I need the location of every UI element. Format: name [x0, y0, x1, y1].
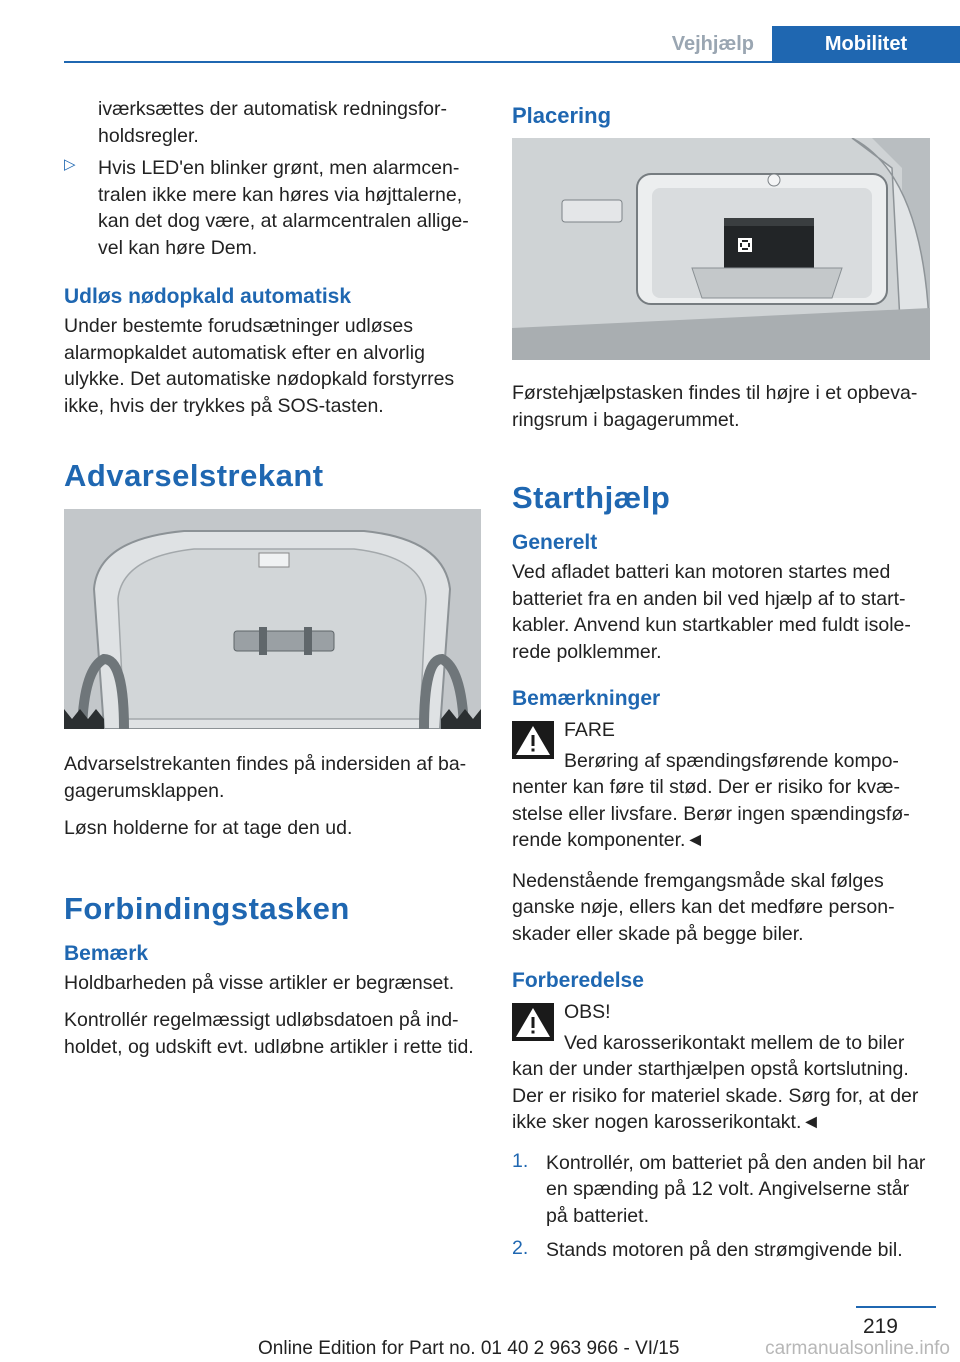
paragraph-note-2: Kontrollér regelmæssigt udløbsdatoen på ind-holdet, og udskift evt. udløbne artikler i rette tid.	[64, 1009, 474, 1058]
heading-warning-triangle: Advarselstrekant	[64, 458, 324, 493]
paragraph-procedure: Nedenstående fremgangsmåde skal følges ganske nøje, ellers kan det medføre person-skader eller skade på begge biler.	[512, 869, 895, 945]
caution-warning	[512, 999, 930, 1026]
heading-jump-start: Starthjælp	[512, 480, 671, 515]
header-rule	[64, 61, 960, 63]
warning-text-caution: Ved karosserikontakt mellem de to biler kan der under starthjælpen opstå kortslutning. Der er risiko for materiel skade. Sørg for, at der ikke sker nogen karosserikontakt.◄	[512, 1031, 919, 1133]
page-number: 219	[862, 1315, 898, 1338]
step-text: Kontrollér, om batteriet på den anden bil har en spænding på 12 volt. Angivelserne står på batteriet.	[546, 1151, 926, 1227]
warning-triangle-icon	[512, 721, 554, 759]
triangle-bullet-icon: ▷	[64, 156, 76, 173]
right-column	[512, 96, 930, 1279]
left-column	[64, 96, 481, 1071]
warning-text-danger: Berøring af spændingsførende kompo-nenter kan føre til stød. Der er risiko for kvæ-stelse eller livsfare. Berør ingen spændingsfø-rende komponenter.◄	[512, 749, 910, 851]
paragraph-continuation: iværksættes der automatisk redningsfor-holdsregler.	[98, 98, 447, 147]
header-tabs	[654, 26, 960, 62]
tab-mobilitet[interactable]: Mobilitet	[772, 26, 960, 62]
trunk-lid-illustration	[64, 509, 481, 729]
bullet-item	[64, 155, 481, 261]
heading-remarks: Bemærkninger	[512, 687, 661, 710]
step-number: 2.	[512, 1237, 529, 1259]
footer-rule	[856, 1306, 936, 1308]
step-text: Stands motoren på den strømgivende bil.	[546, 1239, 903, 1261]
heading-first-aid-kit: Forbindingstasken	[64, 890, 350, 926]
heading-placement: Placering	[512, 103, 612, 128]
paragraph-triangle-remove: Løsn holderne for at tage den ud.	[64, 817, 353, 839]
heading-auto-emergency-call: Udløs nødopkald automatisk	[64, 285, 352, 308]
warning-title-danger: FARE	[564, 719, 615, 741]
first-aid-storage-illustration	[512, 138, 930, 360]
paragraph-note-1: Holdbarheden på visse artikler er begrænset.	[64, 971, 455, 994]
warning-title-caution: OBS!	[564, 1001, 611, 1023]
heading-general: Generelt	[512, 531, 598, 554]
step-number: 1.	[512, 1149, 529, 1172]
danger-warning	[512, 717, 930, 744]
paragraph-placement: Førstehjælpstasken findes til højre i et opbeva-ringsrum i bagagerummet.	[512, 382, 918, 431]
step-item-1	[512, 1150, 930, 1230]
trunk-lid-image	[64, 509, 481, 729]
bullet-text: Hvis LED'en blinker grønt, men alarmcen-tralen ikke mere kan høres via højttalerne, kan det dog være, at alarmcentralen allige-vel kan høre Dem.	[98, 157, 469, 259]
heading-note: Bemærk	[64, 941, 149, 965]
edition-line: Online Edition for Part no. 01 40 2 963 966 - VI/15	[258, 1338, 680, 1359]
heading-preparation: Forberedelse	[512, 969, 644, 992]
tab-vejhjaelp[interactable]: Vejhjælp	[654, 26, 772, 62]
step-item-2	[512, 1237, 930, 1264]
watermark: carmanualsonline.info	[765, 1338, 950, 1359]
paragraph-general: Ved afladet batteri kan motoren startes med batteriet fra en anden bil ved hjælp af to start-kabler. Anvend kun startkabler med fuldt isole-rede polklemmer.	[512, 561, 911, 663]
storage-compartment-image	[512, 138, 930, 360]
paragraph-triangle-location: Advarselstrekanten findes på indersiden af ba-gagerumsklappen.	[64, 753, 467, 802]
warning-triangle-icon	[512, 1003, 554, 1041]
paragraph-auto-emergency-call: Under bestemte forudsætninger udløses alarmopkaldet automatisk efter en alvorlig ulykke. Det automatiske nødopkald forstyrres ikke, hvis der trykkes på SOS-tasten.	[64, 315, 455, 417]
